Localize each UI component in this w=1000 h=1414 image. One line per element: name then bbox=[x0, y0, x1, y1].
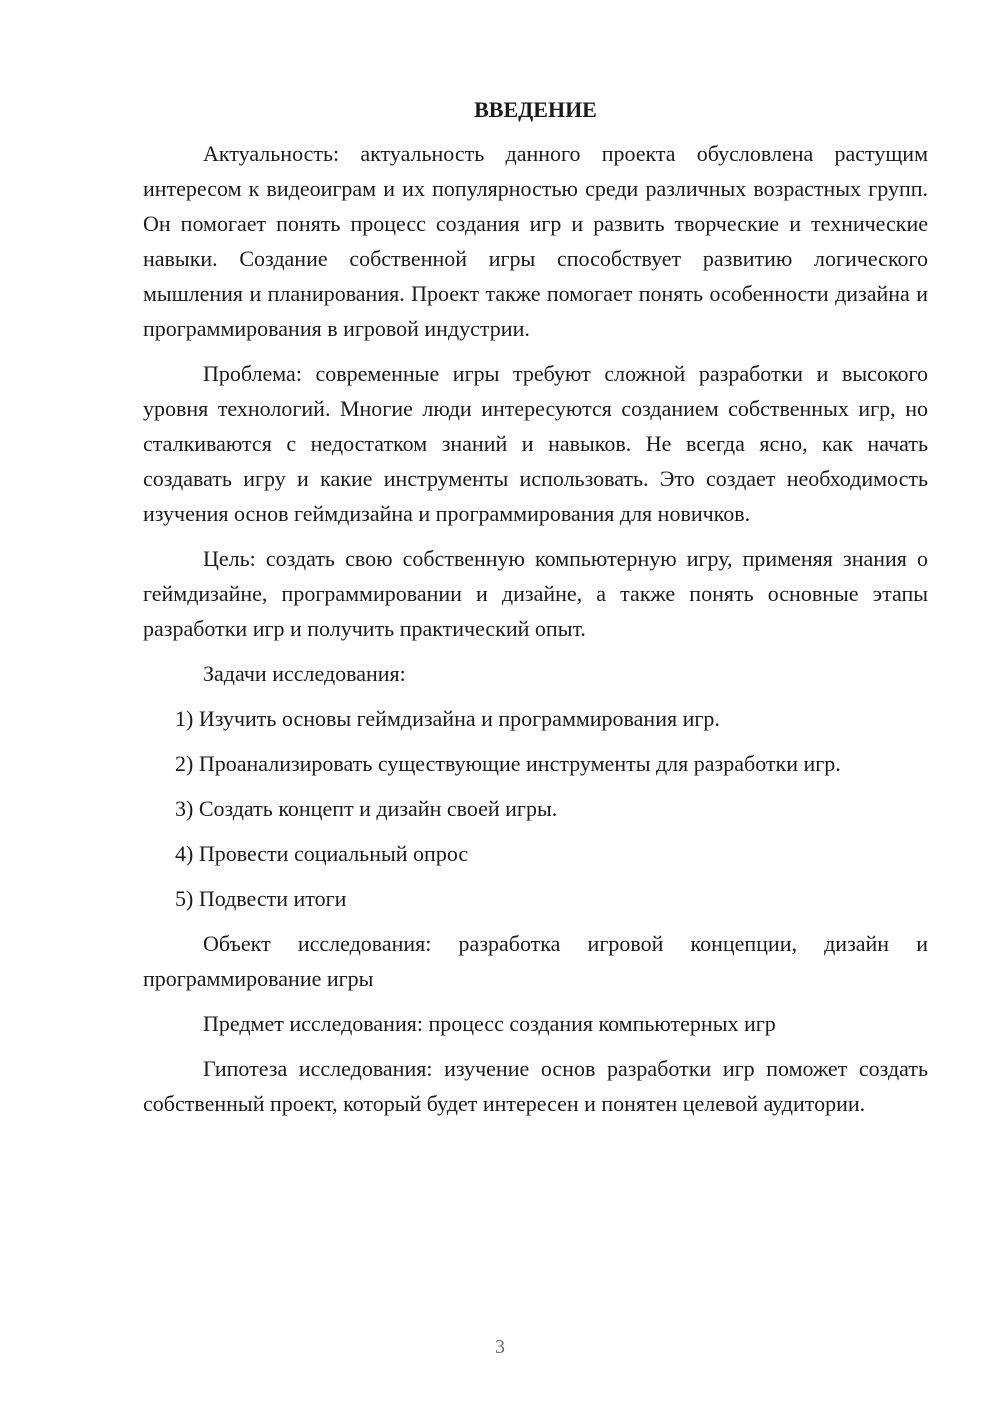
list-item: 1) Изучить основы геймдизайна и программирования игр. bbox=[175, 706, 720, 731]
section-heading: ВВЕДЕНИЕ bbox=[474, 97, 597, 122]
list-item: 2) Проанализировать существующие инструменты для разработки игр. bbox=[175, 751, 841, 776]
paragraph-relevance: Актуальность: актуальность данного проекта обусловлена растущим интересом к видеоиграм и их популярностью среди различных возрастных групп. Он помогает понять процесс создания игр и развить творческие и технические навыки. Создание собственной игры способствует развитию логического мышления и планирования. Проект также помогает понять особенности дизайна и программирования в игровой индустрии. bbox=[143, 141, 928, 341]
list-item: 5) Подвести итоги bbox=[175, 886, 347, 911]
paragraph-hypothesis: Гипотеза исследования: изучение основ разработки игр поможет создать собственный проект, который будет интересен и понятен целевой аудитории. bbox=[143, 1056, 928, 1116]
paragraph-goal: Цель: создать свою собственную компьютерную игру, применяя знания о геймдизайне, программировании и дизайне, а также понять основные этапы разработки игр и получить практический опыт. bbox=[143, 546, 928, 641]
document-page bbox=[143, 92, 928, 1131]
list-item: 4) Провести социальный опрос bbox=[175, 841, 469, 866]
tasks-title: Задачи исследования: bbox=[203, 661, 406, 686]
paragraph-object: Объект исследования: разработка игровой концепции, дизайн и программирование игры bbox=[143, 931, 928, 991]
paragraph-subject: Предмет исследования: процесс создания компьютерных игр bbox=[203, 1011, 776, 1036]
page-number: 3 bbox=[495, 1336, 505, 1358]
paragraph-problem: Проблема: современные игры требуют сложной разработки и высокого уровня технологий. Многие люди интересуются созданием собственных игр, но сталкиваются с недостатком знаний и навыков. Не всегда ясно, как начать создавать игру и какие инструменты использовать. Это создает необходимость изучения основ геймдизайна и программирования для новичков. bbox=[143, 361, 928, 526]
list-item: 3) Создать концепт и дизайн своей игры. bbox=[175, 796, 558, 821]
tasks-list bbox=[143, 701, 928, 916]
